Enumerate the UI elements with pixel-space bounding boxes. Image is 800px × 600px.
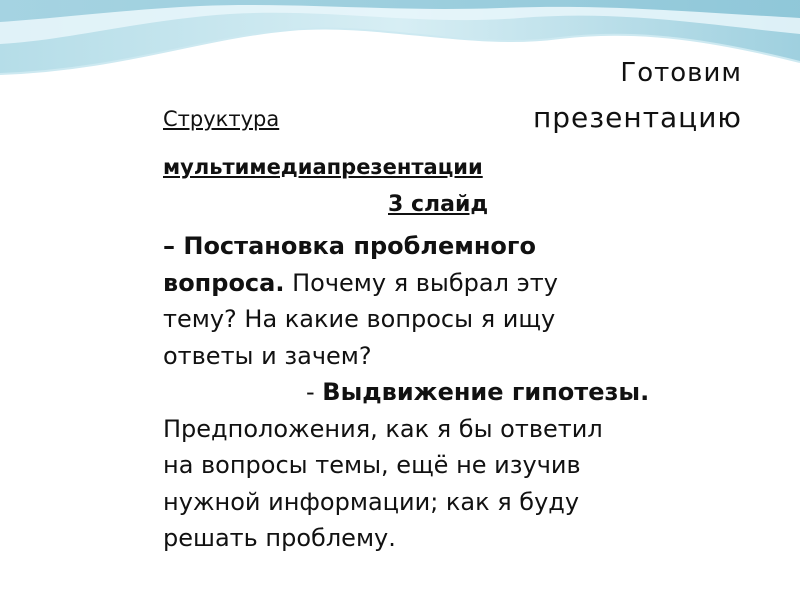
hypothesis-dash: - (306, 378, 323, 406)
title-word-2: презентацию (532, 101, 742, 134)
hypothesis-heading: Выдвижение гипотезы. (322, 378, 650, 406)
hypothesis-line-1 (163, 374, 743, 411)
hypothesis-line-2: Предположения, как я бы ответил (163, 414, 603, 443)
hypothesis-line-4: нужной информации; как я буду (163, 487, 580, 516)
title-word-1: Готовим (620, 58, 742, 88)
structure-label: Структура (163, 107, 280, 131)
hypothesis-line-3: на вопросы темы, ещё не изучив (163, 451, 581, 479)
problem-line-1 (163, 228, 743, 265)
problem-text: Почему я выбрал эту (284, 268, 558, 297)
hypothesis-line-5: решать проблему. (163, 524, 396, 552)
problem-line-2 (163, 265, 743, 302)
slide-number-label: 3 слайд (388, 192, 489, 217)
problem-line-3: тему? На какие вопросы я ищу (163, 305, 556, 333)
problem-line-4: ответы и зачем? (163, 341, 372, 370)
structure-subtitle: мультимедиапрезентации (163, 155, 483, 179)
problem-heading-end: вопроса. (163, 268, 285, 297)
problem-heading: – Постановка проблемного (163, 232, 536, 260)
slide-body (163, 228, 743, 557)
